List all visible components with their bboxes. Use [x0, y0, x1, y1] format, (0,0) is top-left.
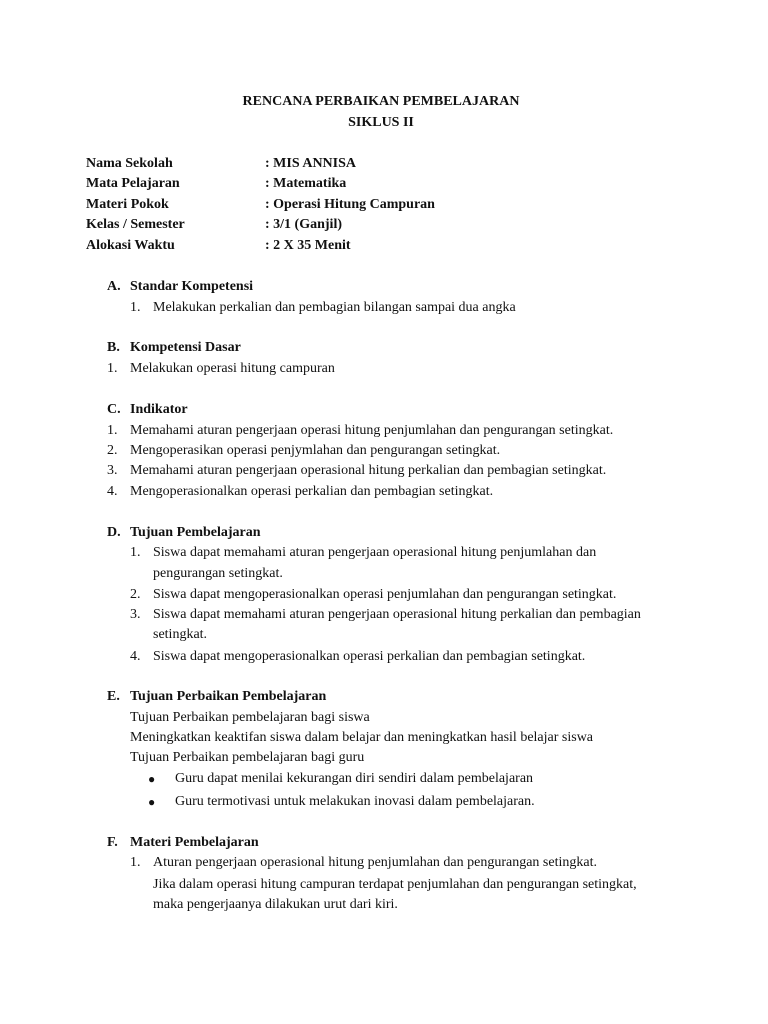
bullet-item: Guru dapat menilai kekurangan diri sendiri dalam pembelajaran [175, 771, 534, 786]
list-number: 1. [107, 361, 118, 376]
identity-label: Mata Pelajaran [86, 176, 180, 191]
document-title: RENCANA PERBAIKAN PEMBELAJARAN [242, 94, 520, 109]
list-item: Memahami aturan pengerjaan operasional hitung perkalian dan pembagian setingkat. [130, 463, 607, 478]
identity-value: : Operasi Hitung Campuran [265, 197, 435, 212]
section-letter: C. [107, 402, 121, 417]
identity-value: : 3/1 (Ganjil) [265, 217, 342, 232]
identity-value: : MIS ANNISA [265, 156, 357, 171]
identity-value: : 2 X 35 Menit [265, 238, 351, 253]
list-number: 1. [130, 855, 141, 870]
section-letter: D. [107, 525, 121, 540]
list-item: Melakukan operasi hitung campuran [130, 361, 335, 376]
identity-label: Materi Pokok [86, 197, 169, 212]
list-number: 4. [107, 484, 118, 499]
paragraph-line: Tujuan Perbaikan pembelajaran bagi siswa [130, 710, 370, 725]
list-item-continuation: maka pengerjaanya dilakukan urut dari kiri. [153, 897, 398, 912]
list-item-continuation: pengurangan setingkat. [153, 566, 283, 581]
section-letter: E. [107, 689, 120, 704]
list-number: 1. [130, 545, 141, 560]
list-item: Mengoperasionalkan operasi perkalian dan pembagian setingkat. [130, 484, 494, 499]
list-item: Siswa dapat memahami aturan pengerjaan operasional hitung perkalian dan pembagian [153, 607, 641, 622]
section-letter: F. [107, 835, 118, 850]
list-number: 1. [107, 423, 118, 438]
list-number: 1. [130, 300, 141, 315]
section-heading: Tujuan Perbaikan Pembelajaran [130, 689, 327, 704]
list-number: 2. [107, 443, 118, 458]
section-letter: B. [107, 340, 120, 355]
bullet-icon: ● [148, 795, 156, 809]
list-item: Mengoperasikan operasi penjymlahan dan pengurangan setingkat. [130, 443, 501, 458]
section-heading: Standar Kompetensi [130, 279, 254, 294]
list-item: Siswa dapat memahami aturan pengerjaan operasional hitung penjumlahan dan [153, 545, 597, 560]
section-heading: Materi Pembelajaran [130, 835, 259, 850]
paragraph-line: Tujuan Perbaikan pembelajaran bagi guru [130, 750, 365, 765]
list-item-continuation: Jika dalam operasi hitung campuran terdapat penjumlahan dan pengurangan setingkat, [153, 877, 637, 892]
section-heading: Tujuan Pembelajaran [130, 525, 261, 540]
list-item: Aturan pengerjaan operasional hitung penjumlahan dan pengurangan setingkat. [153, 855, 597, 870]
list-number: 3. [107, 463, 118, 478]
list-item: Siswa dapat mengoperasionalkan operasi perkalian dan pembagian setingkat. [153, 649, 586, 664]
list-item: Siswa dapat mengoperasionalkan operasi penjumlahan dan pengurangan setingkat. [153, 587, 617, 602]
bullet-item: Guru termotivasi untuk melakukan inovasi dalam pembelajaran. [175, 794, 535, 809]
section-letter: A. [107, 279, 121, 294]
identity-value: : Matematika [265, 176, 347, 191]
bullet-icon: ● [148, 772, 156, 786]
identity-label: Alokasi Waktu [86, 238, 175, 253]
identity-label: Kelas / Semester [86, 217, 185, 232]
paragraph-line: Meningkatkan keaktifan siswa dalam belajar dan meningkatkan hasil belajar siswa [130, 730, 594, 745]
section-heading: Kompetensi Dasar [130, 340, 241, 355]
list-number: 2. [130, 587, 141, 602]
list-item-continuation: setingkat. [153, 627, 208, 642]
identity-label: Nama Sekolah [86, 156, 173, 171]
list-number: 4. [130, 649, 141, 664]
section-heading: Indikator [130, 402, 188, 417]
document-subtitle: SIKLUS II [348, 115, 414, 130]
list-item: Memahami aturan pengerjaan operasi hitung penjumlahan dan pengurangan setingkat. [130, 423, 614, 438]
list-item: Melakukan perkalian dan pembagian bilangan sampai dua angka [153, 300, 516, 315]
list-number: 3. [130, 607, 141, 622]
